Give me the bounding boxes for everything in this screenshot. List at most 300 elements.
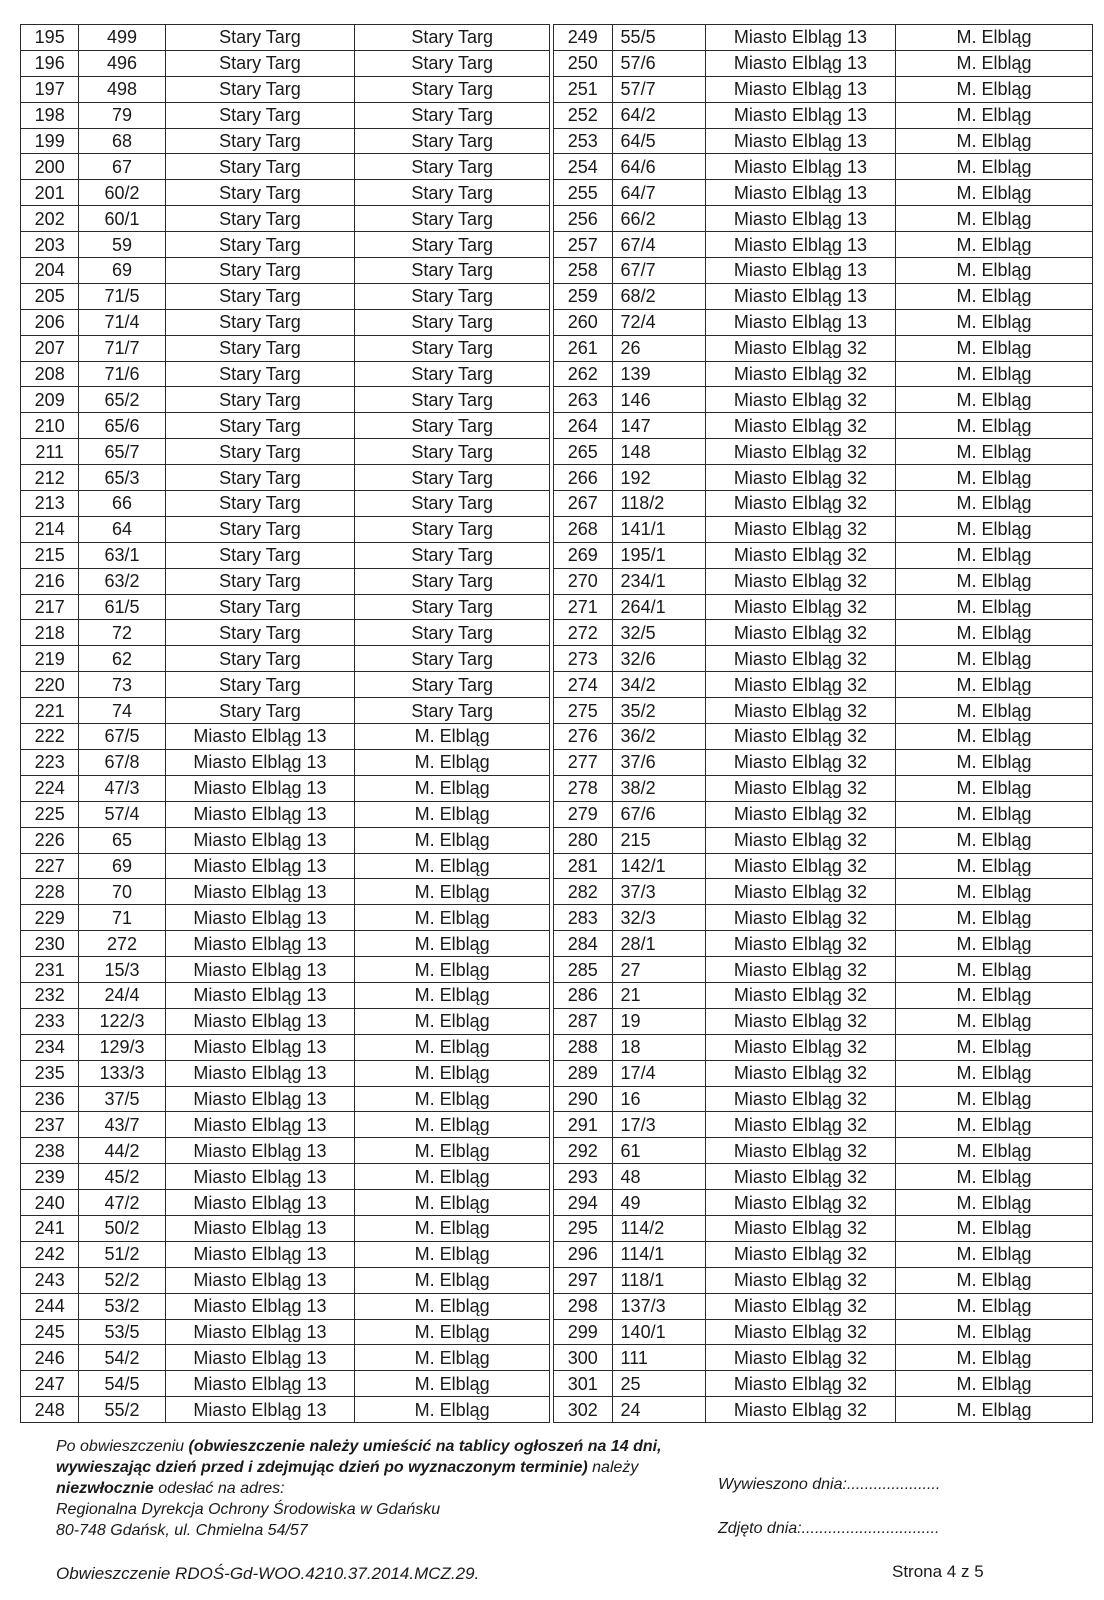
commune-cell: Stary Targ (355, 516, 550, 542)
table-row (21, 25, 550, 51)
parcel-number-cell: 114/2 (612, 1215, 705, 1241)
table-row (21, 646, 550, 672)
commune-cell: M. Elbląg (355, 1319, 550, 1345)
row-number-cell: 201 (21, 180, 79, 206)
commune-cell: M. Elbląg (355, 1241, 550, 1267)
commune-cell: M. Elbląg (355, 982, 550, 1008)
precinct-cell: Miasto Elbląg 13 (165, 1086, 355, 1112)
table-row (554, 309, 1093, 335)
parcel-number-cell: 48 (612, 1164, 705, 1190)
commune-cell: M. Elbląg (895, 749, 1092, 775)
row-number-cell: 217 (21, 594, 79, 620)
commune-cell: M. Elbląg (895, 1190, 1092, 1216)
table-row (554, 413, 1093, 439)
commune-cell: M. Elbląg (895, 516, 1092, 542)
precinct-cell: Miasto Elbląg 32 (705, 335, 895, 361)
table-row (21, 258, 550, 284)
precinct-cell: Miasto Elbląg 32 (705, 1241, 895, 1267)
return-instructions (56, 1436, 696, 1541)
parcel-number-cell: 64/6 (612, 154, 705, 180)
row-number-cell: 231 (21, 957, 79, 983)
table-row (554, 1190, 1093, 1216)
row-number-cell: 206 (21, 309, 79, 335)
table-row (554, 801, 1093, 827)
precinct-cell: Miasto Elbląg 32 (705, 516, 895, 542)
row-number-cell: 254 (554, 154, 613, 180)
parcel-number-cell: 499 (79, 25, 165, 51)
commune-cell: M. Elbląg (895, 775, 1092, 801)
commune-cell: M. Elbląg (355, 1086, 550, 1112)
parcel-number-cell: 71/6 (79, 361, 165, 387)
commune-cell: M. Elbląg (355, 1034, 550, 1060)
precinct-cell: Stary Targ (165, 361, 355, 387)
precinct-cell: Miasto Elbląg 32 (705, 853, 895, 879)
row-number-cell: 255 (554, 180, 613, 206)
parcel-number-cell: 68/2 (612, 283, 705, 309)
row-number-cell: 287 (554, 1008, 613, 1034)
precinct-cell: Miasto Elbląg 13 (165, 1164, 355, 1190)
table-row (21, 465, 550, 491)
parcel-number-cell: 26 (612, 335, 705, 361)
commune-cell: M. Elbląg (355, 931, 550, 957)
parcel-number-cell: 38/2 (612, 775, 705, 801)
row-number-cell: 270 (554, 568, 613, 594)
parcel-number-cell: 52/2 (79, 1267, 165, 1293)
table-row (21, 698, 550, 724)
commune-cell: M. Elbląg (895, 957, 1092, 983)
table-row (554, 724, 1093, 750)
parcel-number-cell: 79 (79, 102, 165, 128)
precinct-cell: Miasto Elbląg 32 (705, 413, 895, 439)
table-row (554, 542, 1093, 568)
commune-cell: Stary Targ (355, 646, 550, 672)
commune-cell: M. Elbląg (895, 361, 1092, 387)
table-row (554, 646, 1093, 672)
table-row (21, 232, 550, 258)
table-row (21, 775, 550, 801)
row-number-cell: 241 (21, 1215, 79, 1241)
table-row (21, 931, 550, 957)
parcel-number-cell: 147 (612, 413, 705, 439)
row-number-cell: 290 (554, 1086, 613, 1112)
row-number-cell: 195 (21, 25, 79, 51)
precinct-cell: Miasto Elbląg 32 (705, 491, 895, 517)
row-number-cell: 300 (554, 1345, 613, 1371)
parcel-number-cell: 66 (79, 491, 165, 517)
commune-cell: M. Elbląg (895, 1215, 1092, 1241)
parcel-number-cell: 35/2 (612, 698, 705, 724)
parcel-number-cell: 53/2 (79, 1293, 165, 1319)
commune-cell: Stary Targ (355, 698, 550, 724)
commune-cell: M. Elbląg (895, 853, 1092, 879)
table-row (554, 749, 1093, 775)
row-number-cell: 229 (21, 905, 79, 931)
parcel-number-cell: 57/4 (79, 801, 165, 827)
table-row (21, 1190, 550, 1216)
precinct-cell: Stary Targ (165, 25, 355, 51)
commune-cell: M. Elbląg (895, 1112, 1092, 1138)
parcel-number-cell: 140/1 (612, 1319, 705, 1345)
parcel-number-cell: 142/1 (612, 853, 705, 879)
parcel-number-cell: 64/2 (612, 102, 705, 128)
parcel-number-cell: 18 (612, 1034, 705, 1060)
parcel-number-cell: 148 (612, 439, 705, 465)
table-row (21, 1267, 550, 1293)
commune-cell: M. Elbląg (895, 620, 1092, 646)
row-number-cell: 235 (21, 1060, 79, 1086)
parcel-number-cell: 70 (79, 879, 165, 905)
commune-cell: M. Elbląg (895, 1086, 1092, 1112)
parcel-number-cell: 71/7 (79, 335, 165, 361)
row-number-cell: 288 (554, 1034, 613, 1060)
parcel-number-cell: 45/2 (79, 1164, 165, 1190)
precinct-cell: Miasto Elbląg 32 (705, 646, 895, 672)
parcel-number-cell: 61/5 (79, 594, 165, 620)
table-row (21, 1060, 550, 1086)
precinct-cell: Miasto Elbląg 13 (165, 1034, 355, 1060)
table-row (21, 335, 550, 361)
precinct-cell: Miasto Elbląg 13 (165, 1138, 355, 1164)
parcel-table-right-body (554, 25, 1093, 1423)
note-prefix: Po obwieszczeniu (56, 1438, 189, 1455)
table-row (554, 853, 1093, 879)
parcel-table-right (553, 24, 1093, 1423)
commune-cell: M. Elbląg (895, 50, 1092, 76)
precinct-cell: Miasto Elbląg 13 (165, 879, 355, 905)
commune-cell: M. Elbląg (895, 801, 1092, 827)
commune-cell: M. Elbląg (895, 1293, 1092, 1319)
table-row (21, 905, 550, 931)
table-row (554, 1293, 1093, 1319)
parcel-number-cell: 49 (612, 1190, 705, 1216)
parcel-number-cell: 129/3 (79, 1034, 165, 1060)
row-number-cell: 244 (21, 1293, 79, 1319)
table-row (554, 439, 1093, 465)
commune-cell: M. Elbląg (355, 1397, 550, 1423)
precinct-cell: Miasto Elbląg 13 (165, 1060, 355, 1086)
precinct-cell: Stary Targ (165, 335, 355, 361)
note-suffix: odesłać na adres: (153, 1480, 285, 1497)
table-row (554, 1034, 1093, 1060)
parcel-number-cell: 71 (79, 905, 165, 931)
row-number-cell: 198 (21, 102, 79, 128)
precinct-cell: Miasto Elbląg 13 (165, 801, 355, 827)
commune-cell: M. Elbląg (895, 387, 1092, 413)
row-number-cell: 211 (21, 439, 79, 465)
table-row (554, 1164, 1093, 1190)
row-number-cell: 234 (21, 1034, 79, 1060)
table-row (554, 1138, 1093, 1164)
parcel-number-cell: 50/2 (79, 1215, 165, 1241)
parcel-number-cell: 25 (612, 1371, 705, 1397)
commune-cell: M. Elbląg (895, 827, 1092, 853)
commune-cell: Stary Targ (355, 154, 550, 180)
table-row (554, 516, 1093, 542)
table-row (554, 258, 1093, 284)
precinct-cell: Miasto Elbląg 13 (165, 905, 355, 931)
parcel-number-cell: 28/1 (612, 931, 705, 957)
row-number-cell: 297 (554, 1267, 613, 1293)
precinct-cell: Stary Targ (165, 542, 355, 568)
parcel-number-cell: 32/3 (612, 905, 705, 931)
commune-cell: Stary Targ (355, 180, 550, 206)
row-number-cell: 260 (554, 309, 613, 335)
precinct-cell: Miasto Elbląg 32 (705, 594, 895, 620)
commune-cell: M. Elbląg (355, 1112, 550, 1138)
commune-cell: M. Elbląg (895, 1345, 1092, 1371)
parcel-number-cell: 21 (612, 982, 705, 1008)
row-number-cell: 291 (554, 1112, 613, 1138)
table-row (554, 128, 1093, 154)
precinct-cell: Stary Targ (165, 387, 355, 413)
parcel-number-cell: 66/2 (612, 206, 705, 232)
commune-cell: Stary Targ (355, 387, 550, 413)
row-number-cell: 253 (554, 128, 613, 154)
parcel-number-cell: 264/1 (612, 594, 705, 620)
row-number-cell: 232 (21, 982, 79, 1008)
parcel-number-cell: 118/1 (612, 1267, 705, 1293)
row-number-cell: 250 (554, 50, 613, 76)
commune-cell: Stary Targ (355, 568, 550, 594)
parcel-number-cell: 67/6 (612, 801, 705, 827)
table-row (554, 1267, 1093, 1293)
table-row (554, 361, 1093, 387)
table-row (21, 1215, 550, 1241)
precinct-cell: Stary Targ (165, 568, 355, 594)
table-row (21, 801, 550, 827)
commune-cell: M. Elbląg (895, 982, 1092, 1008)
row-number-cell: 243 (21, 1267, 79, 1293)
row-number-cell: 262 (554, 361, 613, 387)
parcel-number-cell: 69 (79, 853, 165, 879)
table-row (21, 76, 550, 102)
row-number-cell: 249 (554, 25, 613, 51)
precinct-cell: Stary Targ (165, 516, 355, 542)
parcel-number-cell: 118/2 (612, 491, 705, 517)
row-number-cell: 279 (554, 801, 613, 827)
row-number-cell: 257 (554, 232, 613, 258)
precinct-cell: Miasto Elbląg 32 (705, 982, 895, 1008)
precinct-cell: Stary Targ (165, 594, 355, 620)
table-row (554, 1008, 1093, 1034)
parcel-number-cell: 67/5 (79, 724, 165, 750)
parcel-number-cell: 234/1 (612, 568, 705, 594)
table-row (21, 1086, 550, 1112)
removed-date-line: Zdjęto dnia:............................... (718, 1520, 940, 1537)
row-number-cell: 299 (554, 1319, 613, 1345)
precinct-cell: Miasto Elbląg 32 (705, 905, 895, 931)
precinct-cell: Miasto Elbląg 32 (705, 361, 895, 387)
table-row (554, 568, 1093, 594)
row-number-cell: 247 (21, 1371, 79, 1397)
row-number-cell: 281 (554, 853, 613, 879)
row-number-cell: 236 (21, 1086, 79, 1112)
table-row (21, 542, 550, 568)
parcel-number-cell: 55/2 (79, 1397, 165, 1423)
commune-cell: M. Elbląg (895, 335, 1092, 361)
commune-cell: Stary Targ (355, 672, 550, 698)
parcel-number-cell: 111 (612, 1345, 705, 1371)
precinct-cell: Miasto Elbląg 32 (705, 542, 895, 568)
row-number-cell: 263 (554, 387, 613, 413)
row-number-cell: 289 (554, 1060, 613, 1086)
table-row (554, 387, 1093, 413)
row-number-cell: 205 (21, 283, 79, 309)
table-row (554, 1397, 1093, 1423)
table-row (554, 1112, 1093, 1138)
row-number-cell: 218 (21, 620, 79, 646)
row-number-cell: 248 (21, 1397, 79, 1423)
table-row (554, 957, 1093, 983)
commune-cell: M. Elbląg (355, 905, 550, 931)
commune-cell: M. Elbląg (895, 1164, 1092, 1190)
page-number: Strona 4 z 5 (892, 1562, 984, 1581)
row-number-cell: 219 (21, 646, 79, 672)
table-row (21, 309, 550, 335)
parcel-number-cell: 63/1 (79, 542, 165, 568)
parcel-number-cell: 59 (79, 232, 165, 258)
table-row (21, 413, 550, 439)
row-number-cell: 197 (21, 76, 79, 102)
parcel-number-cell: 141/1 (612, 516, 705, 542)
commune-cell: M. Elbląg (895, 672, 1092, 698)
row-number-cell: 269 (554, 542, 613, 568)
row-number-cell: 276 (554, 724, 613, 750)
precinct-cell: Stary Targ (165, 439, 355, 465)
precinct-cell: Miasto Elbląg 32 (705, 775, 895, 801)
table-row (554, 1371, 1093, 1397)
commune-cell: M. Elbląg (355, 801, 550, 827)
precinct-cell: Miasto Elbląg 13 (705, 102, 895, 128)
table-row (554, 672, 1093, 698)
table-row (21, 982, 550, 1008)
commune-cell: M. Elbląg (355, 724, 550, 750)
table-row (554, 102, 1093, 128)
row-number-cell: 294 (554, 1190, 613, 1216)
row-number-cell: 273 (554, 646, 613, 672)
parcel-number-cell: 215 (612, 827, 705, 853)
table-row (554, 879, 1093, 905)
note-bold-posting-rule: (obwieszczenie należy umieścić na tablicy ogłoszeń na 14 dni, wywieszając dzień przed i zdejmując dzień po wyznaczonym terminie) (56, 1438, 662, 1476)
table-row (554, 76, 1093, 102)
table-row (21, 1138, 550, 1164)
table-row (21, 1008, 550, 1034)
row-number-cell: 246 (21, 1345, 79, 1371)
parcel-number-cell: 74 (79, 698, 165, 724)
commune-cell: M. Elbląg (355, 1008, 550, 1034)
precinct-cell: Stary Targ (165, 154, 355, 180)
table-row (21, 128, 550, 154)
parcel-number-cell: 60/1 (79, 206, 165, 232)
commune-cell: Stary Targ (355, 102, 550, 128)
row-number-cell: 302 (554, 1397, 613, 1423)
table-row (21, 1319, 550, 1345)
row-number-cell: 296 (554, 1241, 613, 1267)
precinct-cell: Miasto Elbląg 32 (705, 1267, 895, 1293)
row-number-cell: 283 (554, 905, 613, 931)
commune-cell: M. Elbląg (895, 76, 1092, 102)
commune-cell: M. Elbląg (895, 905, 1092, 931)
table-row (21, 672, 550, 698)
row-number-cell: 280 (554, 827, 613, 853)
row-number-cell: 272 (554, 620, 613, 646)
row-number-cell: 292 (554, 1138, 613, 1164)
commune-cell: M. Elbląg (355, 1293, 550, 1319)
precinct-cell: Stary Targ (165, 672, 355, 698)
precinct-cell: Miasto Elbląg 32 (705, 724, 895, 750)
row-number-cell: 267 (554, 491, 613, 517)
row-number-cell: 225 (21, 801, 79, 827)
row-number-cell: 222 (21, 724, 79, 750)
table-row (554, 827, 1093, 853)
precinct-cell: Miasto Elbląg 32 (705, 827, 895, 853)
precinct-cell: Miasto Elbląg 32 (705, 568, 895, 594)
commune-cell: M. Elbląg (895, 309, 1092, 335)
note-mid: należy (587, 1459, 639, 1476)
parcel-number-cell: 54/2 (79, 1345, 165, 1371)
parcel-number-cell: 17/4 (612, 1060, 705, 1086)
table-row (554, 491, 1093, 517)
precinct-cell: Stary Targ (165, 128, 355, 154)
precinct-cell: Miasto Elbląg 13 (705, 258, 895, 284)
precinct-cell: Miasto Elbląg 13 (165, 1267, 355, 1293)
parcel-number-cell: 72 (79, 620, 165, 646)
parcel-number-cell: 37/6 (612, 749, 705, 775)
parcel-number-cell: 24/4 (79, 982, 165, 1008)
table-row (21, 568, 550, 594)
precinct-cell: Stary Targ (165, 491, 355, 517)
table-row (554, 1345, 1093, 1371)
table-row (21, 724, 550, 750)
table-row (21, 749, 550, 775)
parcel-number-cell: 24 (612, 1397, 705, 1423)
commune-cell: M. Elbląg (355, 879, 550, 905)
parcel-number-cell: 139 (612, 361, 705, 387)
parcel-number-cell: 16 (612, 1086, 705, 1112)
parcel-number-cell: 67 (79, 154, 165, 180)
row-number-cell: 266 (554, 465, 613, 491)
parcel-number-cell: 47/2 (79, 1190, 165, 1216)
precinct-cell: Miasto Elbląg 32 (705, 672, 895, 698)
commune-cell: M. Elbląg (355, 827, 550, 853)
parcel-number-cell: 57/7 (612, 76, 705, 102)
table-row (21, 853, 550, 879)
row-number-cell: 213 (21, 491, 79, 517)
row-number-cell: 221 (21, 698, 79, 724)
row-number-cell: 238 (21, 1138, 79, 1164)
parcel-number-cell: 192 (612, 465, 705, 491)
row-number-cell: 237 (21, 1112, 79, 1138)
commune-cell: Stary Targ (355, 542, 550, 568)
row-number-cell: 204 (21, 258, 79, 284)
parcel-number-cell: 61 (612, 1138, 705, 1164)
row-number-cell: 271 (554, 594, 613, 620)
table-row (554, 25, 1093, 51)
commune-cell: M. Elbląg (355, 749, 550, 775)
parcel-number-cell: 71/5 (79, 283, 165, 309)
commune-cell: M. Elbląg (895, 1034, 1092, 1060)
table-row (21, 387, 550, 413)
commune-cell: M. Elbląg (895, 1138, 1092, 1164)
parcel-number-cell: 44/2 (79, 1138, 165, 1164)
parcel-number-cell: 36/2 (612, 724, 705, 750)
row-number-cell: 275 (554, 698, 613, 724)
commune-cell: Stary Targ (355, 258, 550, 284)
parcel-number-cell: 34/2 (612, 672, 705, 698)
parcel-number-cell: 67/7 (612, 258, 705, 284)
parcel-number-cell: 47/3 (79, 775, 165, 801)
row-number-cell: 298 (554, 1293, 613, 1319)
